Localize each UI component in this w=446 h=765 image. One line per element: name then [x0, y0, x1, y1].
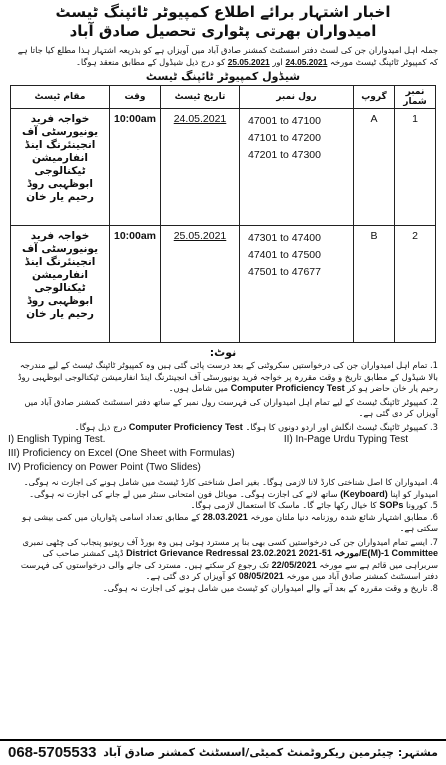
note-7-text-a: 7. ایسے تمام امیدواران جن کی درخواستیں کسی بھی بنا پر مسترد ہوئی ہیں وہ بورڈ آف ریونیو پنجاب کی چٹھی نمبری	[22, 536, 438, 547]
note-2: 2. کمپیوٹر ٹائپنگ ٹیسٹ کے لیے تمام اہل امیدواران کی فہرست رول نمبر کے ساتھ دفتر اسسٹنٹ کمشنر صادق آباد میں آویزاں کر دی گئی ہے۔	[24, 396, 438, 418]
header-roll: رول نمبر	[240, 86, 354, 109]
advertiser-label: مشتہر: چیئرمین ریکروٹمنٹ کمیٹی/اسسٹنٹ کمشنر صادق آباد	[103, 746, 438, 759]
intro-text-b: اور	[272, 57, 283, 67]
note-5-text-a: 5. کورونا	[406, 500, 438, 510]
header-sr: نمبر شمار	[395, 86, 436, 109]
note-1-end: میں شامل ہوں۔	[168, 383, 229, 393]
note-7-date-1: 22/05/2021	[271, 559, 317, 570]
note-5	[8, 500, 438, 512]
note-6-text-b: کے مطابق تعداد اسامی پٹواریان میں کمی بیشی ہو سکتی ہے۔	[22, 511, 438, 533]
test-items-row	[8, 433, 438, 447]
notes-section	[8, 360, 438, 594]
test-item-excel: III) Proficiency on Excel (One Sheet with Formulas)	[8, 448, 235, 459]
note-7-date-2: 08/05/2021	[238, 571, 284, 581]
group-cell: B	[354, 226, 395, 343]
intro-date-1: 24.05.2021	[285, 57, 328, 67]
roll-range: 47401 to 47500	[248, 249, 321, 261]
note-6-text-a: 6. مطابق اشتہار شائع شدہ روزنامہ دنیا ملتان مورخہ	[250, 511, 438, 522]
note-7	[8, 537, 438, 583]
header-group: گروپ	[354, 86, 395, 109]
note-7-text-c: تک رجوع کر سکتے ہیں۔ مسترد کی جانے والی درخواستوں کی فہرست دفتر اسسٹنٹ کمشنر صادق آباد میں مورخہ	[20, 559, 438, 581]
date-cell: 24.05.2021	[161, 109, 240, 226]
date-cell: 25.05.2021	[161, 226, 240, 343]
sr-cell: 2	[395, 226, 436, 343]
note-7-reference: District Grievance Redressal 23.02.2021 مورخہ 51-2021/E(M)-1 Committee	[126, 548, 438, 558]
table-row	[11, 226, 436, 343]
test-item-urdu-typing: II) In-Page Urdu Typing Test	[283, 434, 408, 445]
intro-paragraph	[8, 44, 438, 68]
venue-cell: خواجہ فرید یونیورسٹی آف انجینئرنگ اینڈ انفارمیشن ٹیکنالوجی ابوظہبی روڈ رحیم یار خان	[11, 109, 110, 226]
table-row	[11, 109, 436, 226]
intro-text-a: جملہ اہل امیدواران جن کی لسٹ دفتر اسسٹنٹ کمشنر صادق آباد میں آویزاں ہے کو بذریعہ اشتہار ہذا مطلع کیا جاتا ہے کہ کمپیوٹر ٹائپنگ ٹیسٹ مورخہ	[17, 45, 438, 67]
note-5-english: SOPs	[379, 500, 404, 510]
note-1-english: Computer Proficiency Test	[230, 383, 345, 393]
note-4-text-a: 4. امیدواران کا اصل شناختی کارڈ لانا لازمی ہوگا۔ بغیر اصل شناختی کارڈ ٹیسٹ میں شامل ہونے کی اجازت نہ ہوگی۔ امیدوار کو اپنا	[23, 477, 438, 499]
title-line-2: امیدواران بھرتی پٹواری تحصیل صادق آباد	[69, 22, 377, 40]
intro-text-c: کو درج ذیل شیڈول کے مطابق منعقد ہوگا۔	[75, 57, 226, 67]
roll-cell	[240, 226, 354, 343]
roll-range: 47201 to 47300	[248, 149, 321, 161]
note-4-text-b: ساتھ لانے کی اجازت ہوگی۔ موبائل فون امتحانی سنٹر میں لے جانے کی اجازت نہ ہوگی۔	[29, 488, 338, 499]
roll-range: 47101 to 47200	[248, 132, 321, 144]
title-line-1: اخبار اشتہار برائے اطلاع کمپیوٹر ٹائپنگ ٹیسٹ	[55, 3, 391, 21]
roll-range: 47001 to 47100	[248, 115, 321, 127]
header-date: تاریخ ٹیسٹ	[161, 86, 240, 109]
time-cell: 10:00am	[110, 226, 161, 343]
note-8: 8. تاریخ و وقت مقررہ کے بعد آنے والے امیدواران کو ٹیسٹ میں شامل ہونے کی اجازت نہ ہوگی۔	[102, 582, 438, 593]
header-venue: مقام ٹیسٹ	[11, 86, 110, 109]
phone-number: 068-5705533	[8, 744, 97, 761]
note-3	[8, 422, 438, 434]
note-6-date: 28.03.2021	[202, 511, 248, 522]
note-7-text-d: کو آویزاں کر دی گئی ہے۔	[145, 571, 237, 581]
note-3-text-a: 3. کمپیوٹر ٹائپنگ ٹیسٹ انگلش اور اردو دونوں کا ہوگا۔	[245, 421, 438, 432]
note-3-text-b: درج ذیل ہوگا۔	[74, 421, 127, 432]
note-4	[8, 477, 438, 500]
roll-cell	[240, 109, 354, 226]
note-5-text-b: کا خیال رکھا جائے گا۔ ماسک کا استعمال لازمی ہوگا۔	[190, 500, 377, 510]
ad-title	[0, 0, 446, 41]
note-1	[8, 360, 438, 395]
schedule-title: شیڈول کمپیوٹر ٹائپنگ ٹیسٹ	[145, 70, 301, 83]
advertiser-footer	[0, 739, 446, 765]
roll-range: 47501 to 47677	[248, 266, 321, 278]
note-1-text: 1. تمام اہل امیدواران جن کی درخواستیں سکروٹنی کے بعد درست پائی گئی ہیں وہ کمپیوٹر ٹائپنگ ٹیسٹ کے لیے مندرجہ بالا شیڈول کے مطابق تاریخ و وقت مقررہ پر خواجہ فرید یونیورسٹی آف انجینئرنگ اینڈ انفارمیشن ٹیکنالوجی ابوظہبی روڈ رحیم یار خان حاضر ہو کر	[17, 360, 438, 393]
schedule-table	[10, 85, 436, 343]
test-item-powerpoint: IV) Proficiency on Power Point (Two Slides)	[8, 462, 201, 473]
notes-title: نوٹ:	[209, 346, 237, 359]
intro-date-2: 25.05.2021	[227, 57, 270, 67]
note-3-english: Computer Proficiency Test	[128, 421, 243, 432]
group-cell: A	[354, 109, 395, 226]
header-time: وقت	[110, 86, 161, 109]
test-item-english-typing: I) English Typing Test.	[8, 434, 106, 445]
sr-cell: 1	[395, 109, 436, 226]
roll-range: 47301 to 47400	[248, 232, 321, 244]
note-4-english: (Keyboard)	[340, 488, 388, 499]
schedule-header-row	[11, 86, 436, 109]
note-6	[8, 512, 438, 535]
note-7-text-b: ڈپٹی کمشنر صاحب کی سربراہی میں قائم ہے سے مورخہ	[42, 548, 438, 570]
time-cell: 10:00am	[110, 109, 161, 226]
venue-cell: خواجہ فرید یونیورسٹی آف انجینئرنگ اینڈ انفارمیشن ٹیکنالوجی ابوظہبی روڈ رحیم یار خان	[11, 226, 110, 343]
